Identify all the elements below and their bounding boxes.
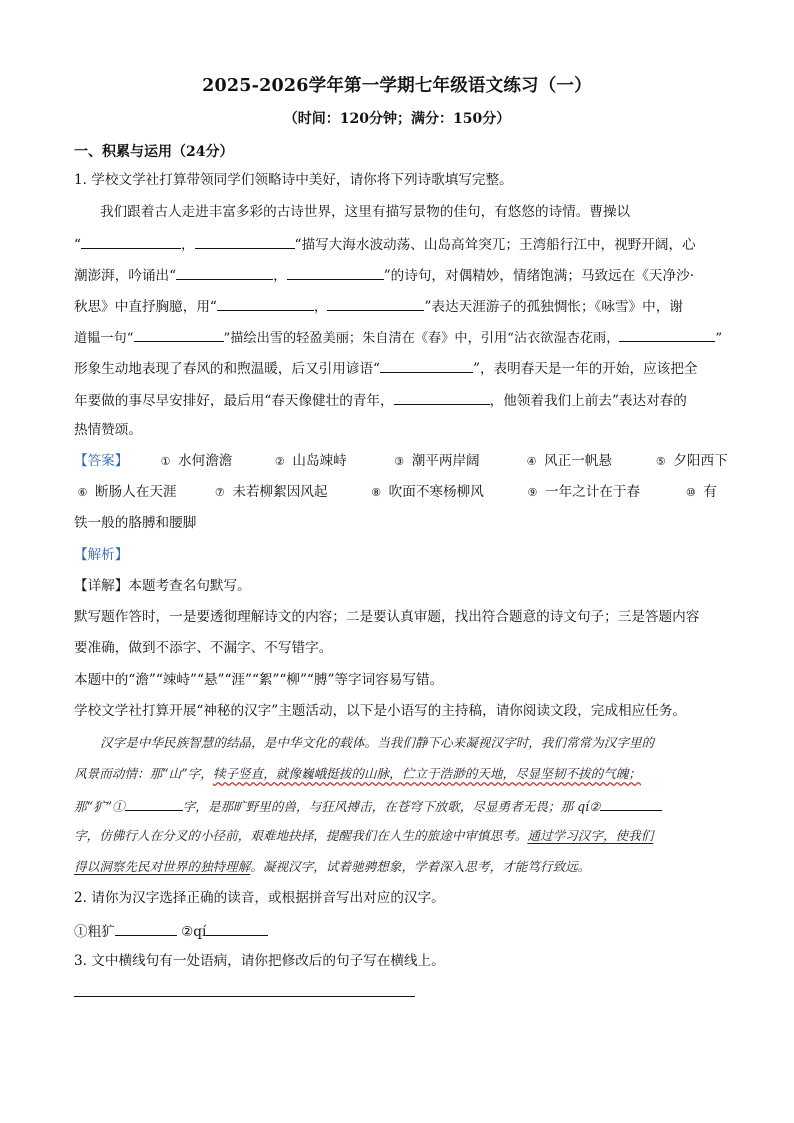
fill-blank[interactable] bbox=[619, 326, 715, 342]
passage-line: 我们跟着古人走进丰富多彩的古诗世界，这里有描写景物的佳句，有悠悠的诗情。曹操以 bbox=[100, 204, 631, 220]
question-2-blanks: ①粗犷 ②qí bbox=[74, 920, 722, 942]
answer-continuation: 铁一般的胳膊和腰脚 bbox=[74, 515, 197, 531]
passage-line: 热情赞颂。 bbox=[74, 422, 142, 438]
passage-line: “ ， “描写大海水波动荡、山岛高耸突兀；王湾船行江中，视野开阔，心 bbox=[74, 233, 722, 255]
fill-blank[interactable] bbox=[287, 264, 384, 280]
answer-blank-1[interactable] bbox=[115, 920, 177, 936]
fill-blank[interactable] bbox=[81, 233, 181, 249]
fill-blank[interactable] bbox=[134, 326, 224, 342]
fill-blank[interactable] bbox=[394, 389, 490, 405]
passage-line: 年要做的事尽早安排好，最后用“春天像健壮的青年， ，他领着我们上前去”表达对春的 bbox=[74, 389, 722, 411]
passage-line: 形象生动地表现了春风的和煦温暖，后又引用谚语“ ”，表明春天是一年的开始，应该把全 bbox=[74, 357, 722, 379]
answer-line[interactable] bbox=[74, 996, 415, 997]
explanation-line: 默写题作答时，一是要透彻理解诗文的内容；二是要认真审题，找出符合题意的诗文句子；三是答题内容 bbox=[74, 609, 700, 625]
answer-item: ⑤ 夕阳西下 bbox=[655, 453, 728, 469]
fill-blank-2[interactable] bbox=[600, 795, 662, 811]
answer-row bbox=[74, 451, 728, 471]
answer-row bbox=[74, 482, 722, 502]
explanation-line: 要准确，做到不添字、不漏字、不写错字。 bbox=[74, 640, 333, 656]
answer-item: ⑦ 未若柳絮因风起 bbox=[214, 484, 328, 500]
fill-blank[interactable] bbox=[217, 295, 314, 311]
passage-line: 潮澎湃，吟诵出“ ， ”的诗句，对偶精妙，情绪饱满；马致远在《天净沙· bbox=[74, 264, 722, 286]
answer-item: ⑨ 一年之计在于春 bbox=[527, 484, 641, 500]
fill-blank-1[interactable] bbox=[125, 795, 183, 811]
excerpt-line: 那“犷”① 字，是那旷野里的兽，与狂风搏击，在苍穹下放歌，尽显勇者无畏；那 qí② bbox=[74, 795, 722, 817]
fill-blank[interactable] bbox=[380, 357, 473, 373]
answer-item: ⑥ 断肠人在天涯 bbox=[77, 484, 177, 500]
analysis-tag: 【解析】 bbox=[74, 547, 129, 563]
answer-tag: 【答案】 bbox=[74, 453, 129, 469]
explanation-line: 本题中的“澹”“竦峙”“悬”“涯”“絮”“柳”“膊”等字词容易写错。 bbox=[74, 672, 444, 688]
fill-blank[interactable] bbox=[327, 295, 424, 311]
excerpt-line: 字，仿佛行人在分叉的小径前，艰难地抉择，提醒我们在人生的旅途中审慎思考。通过学习汉字，使我们 bbox=[74, 828, 654, 843]
fill-blank[interactable] bbox=[195, 233, 295, 249]
answer-item: ⑩ 有 bbox=[685, 484, 717, 500]
page-title: 2025-2026学年第一学期七年级语文练习（一） bbox=[202, 76, 592, 96]
answer-item: ④ 风正一帆悬 bbox=[526, 453, 612, 469]
excerpt-line: 得以洞察先民对世界的独特理解。凝视汉字，试着驰骋想象，学着深入思考，才能笃行致远。 bbox=[74, 859, 591, 874]
answer-item: ③ 潮平两岸阔 bbox=[394, 453, 480, 469]
passage-line: 道韫一句“ ”描绘出雪的轻盈美丽；朱自清在《春》中，引用“沾衣欲湿杏花雨， ” bbox=[74, 326, 722, 349]
question-1-stem: 1. 学校文学社打算带领同学们领略诗中美好，请你将下列诗歌填写完整。 bbox=[74, 172, 513, 188]
underlined-sentence: 通过学习汉字，使我们 bbox=[527, 828, 654, 843]
answer-item: ② 山岛竦峙 bbox=[274, 453, 347, 469]
question-3-stem: 3. 文中横线句有一处语病，请你把修改后的句子写在横线上。 bbox=[74, 953, 445, 969]
wavy-underlined-text: 犊子竖直，就像巍峨挺拔的山脉，伫立于浩渺的天地，尽显坚韧不拔的气魄； bbox=[212, 766, 642, 781]
answer-item: ① 水何澹澹 bbox=[160, 453, 233, 469]
detail-line: 【详解】本题考查名句默写。 bbox=[74, 578, 251, 594]
passage-line: 秋思》中直抒胸臆，用“ ， ”表达天涯游子的孤独惆怅；《咏雪》中，谢 bbox=[74, 295, 722, 317]
activity-intro: 学校文学社打算开展“神秘的汉字”主题活动，以下是小语写的主持稿，请你阅读文段，完成相应任务。 bbox=[74, 703, 687, 719]
exam-info: （时间：120分钟；满分：150分） bbox=[283, 111, 511, 127]
excerpt-line: 汉字是中华民族智慧的结晶，是中华文化的载体。当我们静下心来凝视汉字时，我们常常为汉字里的 bbox=[100, 735, 655, 750]
section-heading: 一、积累与运用（24分） bbox=[74, 144, 234, 160]
excerpt-line: 风景而动情：那“山”字，犊子竖直，就像巍峨挺拔的山脉，伫立于浩渺的天地，尽显坚韧不拔的气魄； bbox=[74, 766, 642, 781]
question-2-stem: 2. 请你为汉字选择正确的读音，或根据拼音写出对应的汉字。 bbox=[74, 890, 445, 906]
answer-item: ⑧ 吹面不寒杨柳风 bbox=[371, 484, 484, 500]
underlined-sentence: 得以洞察先民对世界的独特理解 bbox=[74, 859, 251, 874]
answer-blank-2[interactable] bbox=[206, 920, 268, 936]
fill-blank[interactable] bbox=[176, 264, 273, 280]
